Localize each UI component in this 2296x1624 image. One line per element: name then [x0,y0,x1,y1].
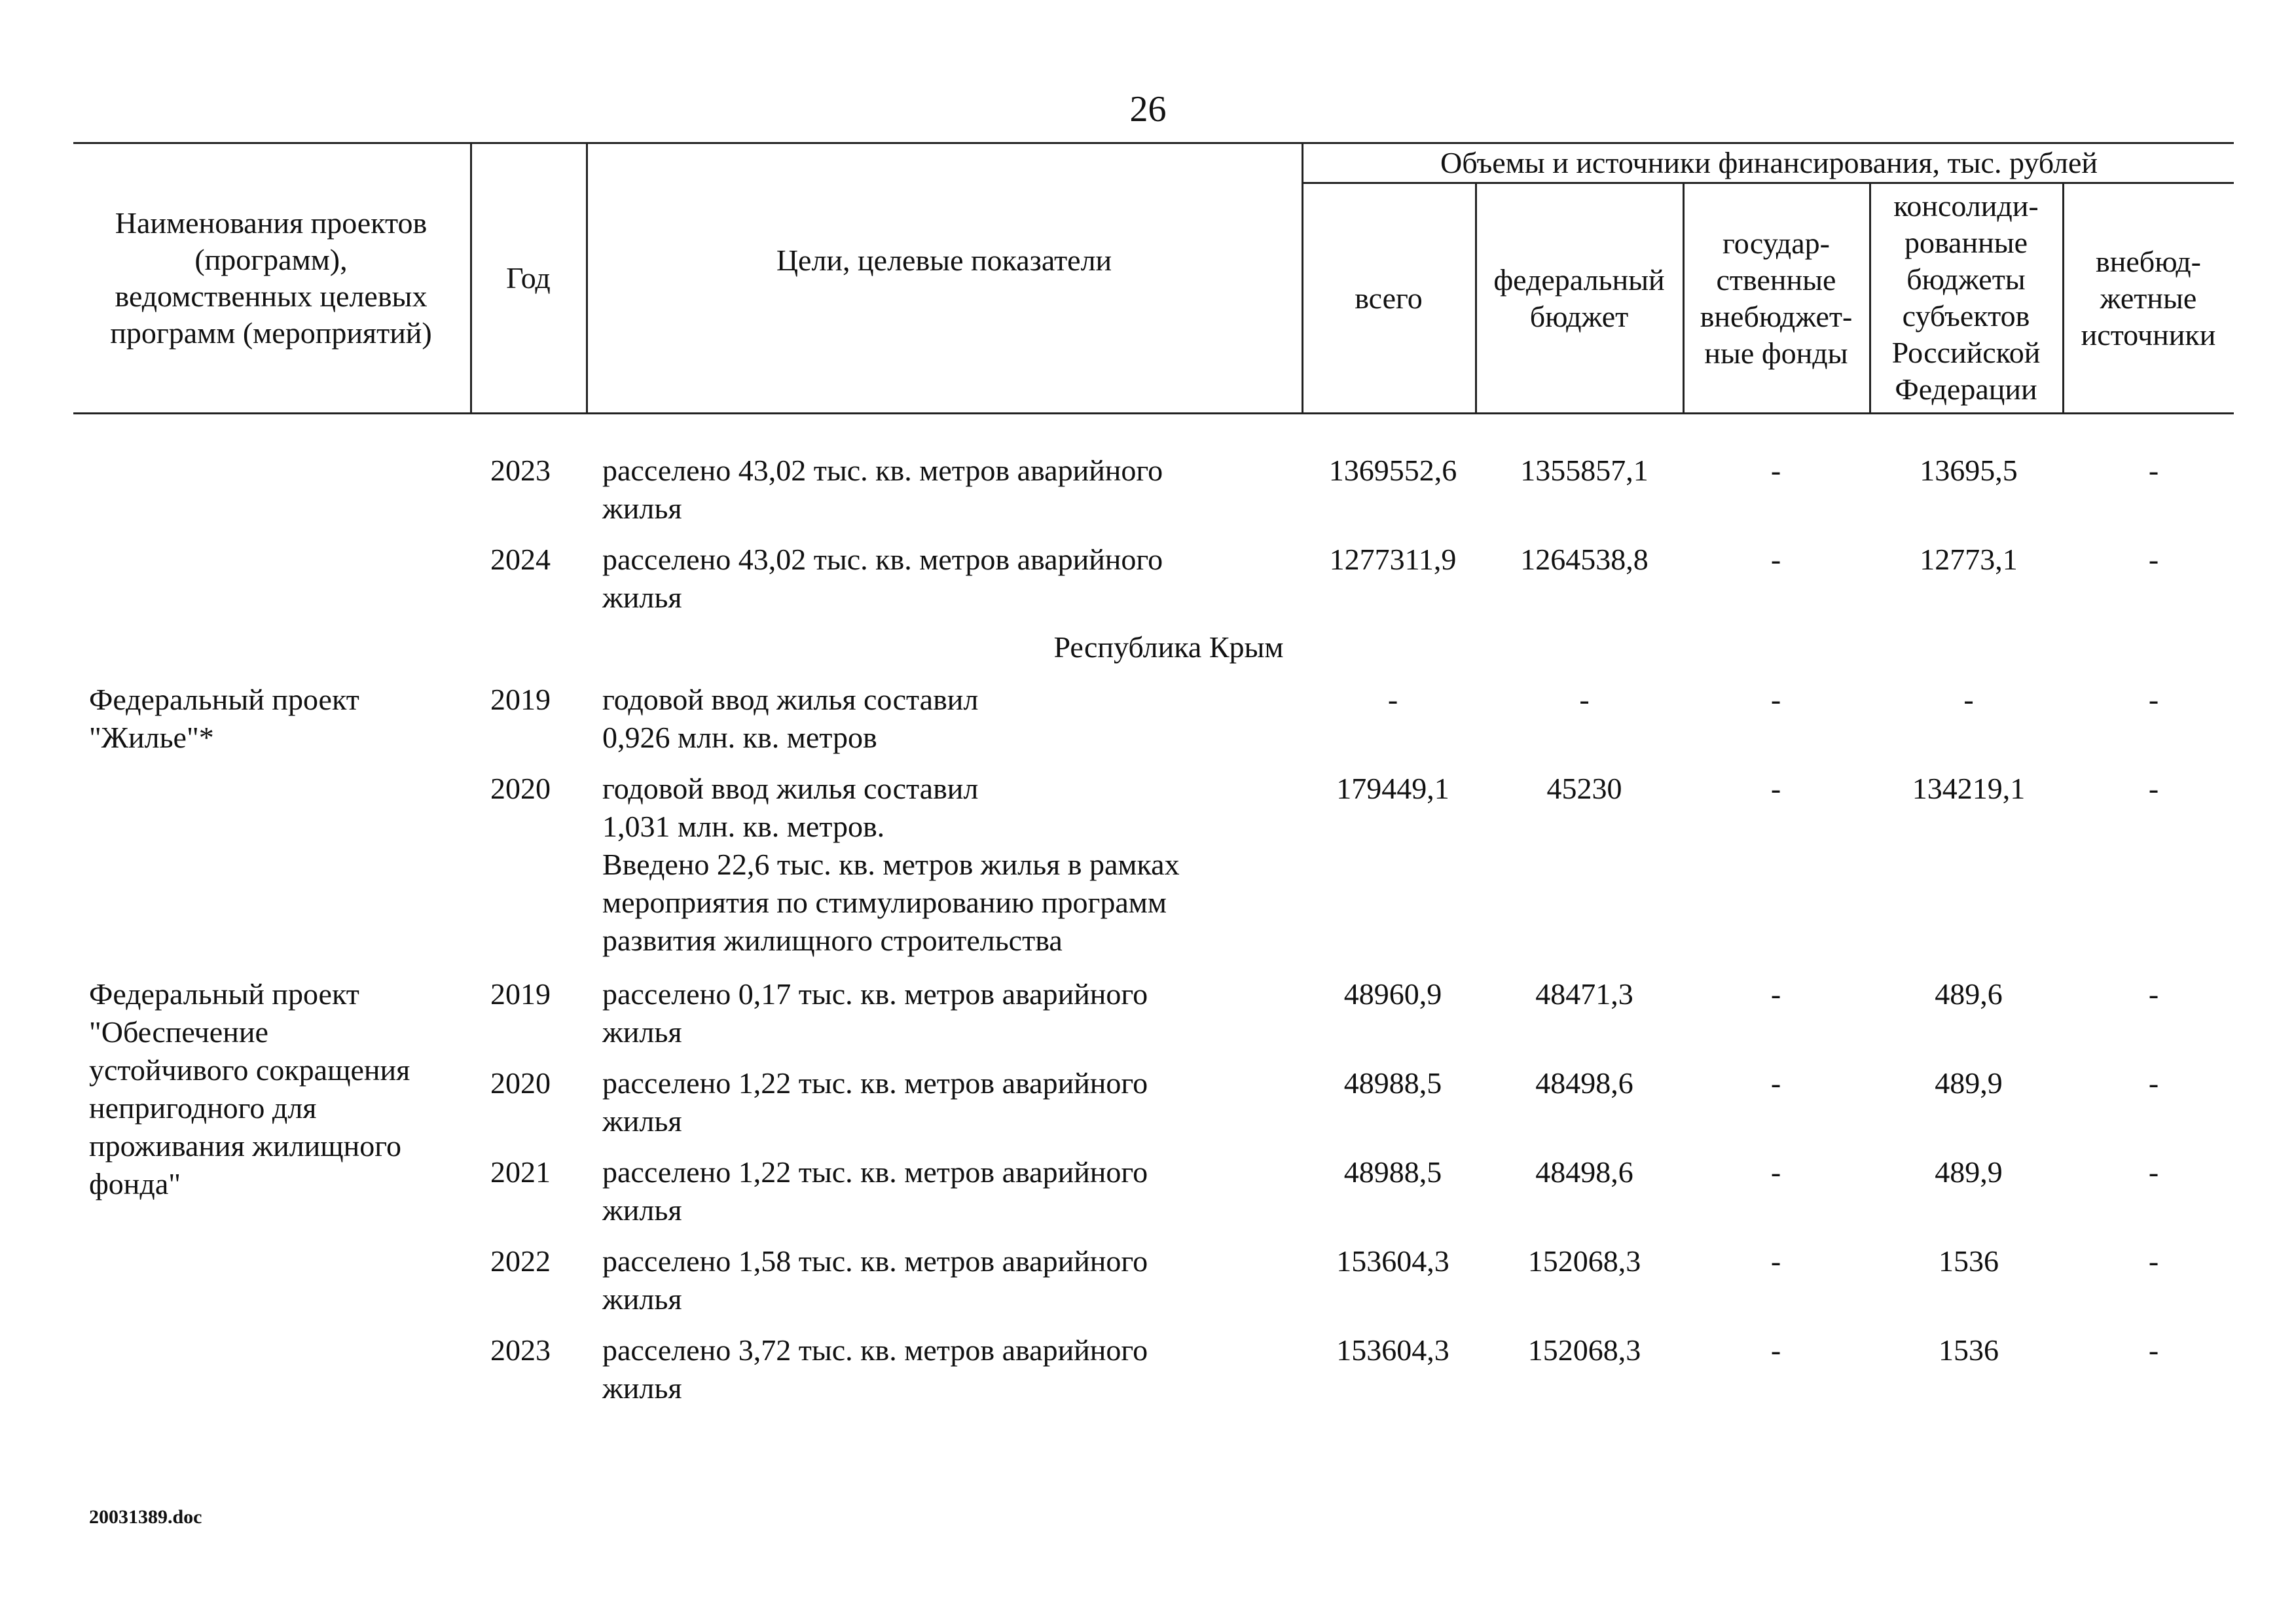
table-row-goal: расселено 1,58 тыс. кв. метров аварийного жилья [602,1244,1148,1316]
table-row-state-funds: - [1770,1244,1781,1278]
table-row-state-funds: - [1770,683,1781,716]
header-col-federal: федеральный бюджет [1493,262,1665,333]
table-row-consolidated: 1536 [1939,1244,1999,1278]
table-row-state-funds: - [1770,977,1781,1011]
table-row-offbudget: - [2148,1333,2159,1367]
table-row-consolidated: 489,9 [1935,1066,2003,1100]
table-row-goal: годовой ввод жилья составил 1,031 млн. кв. метров. Введено 22,6 тыс. кв. метров жилья в рамках мероприятия по стимулированию программ развития жилищного строительства [602,772,1180,957]
table-row-federal: 45230 [1546,772,1622,805]
table-row-federal: 152068,3 [1527,1244,1641,1278]
funding-group-divider [1302,182,2234,184]
table-row-total: 1369552,6 [1328,454,1457,487]
table-row-goal: расселено 43,02 тыс. кв. метров аварийного жилья [602,543,1163,614]
table-row-offbudget: - [2148,977,2159,1011]
table-row-consolidated: 489,6 [1935,977,2003,1011]
footer-filename: 20031389.doc [89,1506,202,1528]
table-row-offbudget: - [2148,1155,2159,1189]
header-col-names: Наименования проектов (программ), ведомственных целевых программ (мероприятий) [110,206,432,350]
table-row-consolidated: 12773,1 [1920,543,2018,576]
header-vline-3 [1302,143,1303,412]
table-row-year: 2020 [490,772,551,805]
table-row-total: 153604,3 [1336,1244,1449,1278]
table-row-federal: 1355857,1 [1520,454,1649,487]
table-row-federal: 48471,3 [1535,977,1633,1011]
table-row-state-funds: - [1770,1333,1781,1367]
header-vline-7 [2062,183,2064,412]
table-row-offbudget: - [2148,454,2159,487]
table-row-goal: расселено 0,17 тыс. кв. метров аварийного жилья [602,977,1148,1049]
table-row-total: 179449,1 [1336,772,1449,805]
table-row-goal: расселено 43,02 тыс. кв. метров аварийного жилья [602,454,1163,525]
header-funding-group: Объемы и источники финансирования, тыс. рублей [1440,146,2098,179]
header-vline-1 [470,143,472,412]
table-row-consolidated: 13695,5 [1920,454,2018,487]
header-col-goals: Цели, целевые показатели [776,244,1112,277]
header-col-total: всего [1355,281,1423,315]
table-row-consolidated: 134219,1 [1912,772,2026,805]
table-row-federal: 152068,3 [1527,1333,1641,1367]
table-header [0,0,2296,419]
table-row-federal: 48498,6 [1535,1066,1633,1100]
header-col-consolidated: консолиди- рованные бюджеты субъектов Российской Федерации [1891,189,2041,406]
table-row-offbudget: - [2148,543,2159,576]
table-row-goal: расселено 1,22 тыс. кв. метров аварийного жилья [602,1066,1148,1138]
header-col-year: Год [506,261,551,295]
table-row-year: 2022 [490,1244,551,1278]
table-row-project-name: Федеральный проект "Обеспечение устойчивого сокращения непригодного для проживания жилищного фонда" [89,977,410,1200]
table-row-federal: - [1579,683,1590,716]
table-row-year: 2019 [490,977,551,1011]
table-row-year: 2024 [490,543,551,576]
header-col-offbudget: внебюд- жетные источники [2081,244,2216,352]
table-row-year: 2020 [490,1066,551,1100]
header-vline-6 [1869,183,1871,412]
header-vline-5 [1683,183,1685,412]
table-row-consolidated: 489,9 [1935,1155,2003,1189]
table-row-project-name: Федеральный проект "Жилье"* [89,683,359,754]
table-row-state-funds: - [1770,454,1781,487]
table-row-year: 2019 [490,683,551,716]
header-bottom-border [73,412,2234,414]
header-col-state-funds: государ- ственные внебюджет- ные фонды [1700,226,1853,370]
table-row-year: 2023 [490,454,551,487]
table-row-state-funds: - [1770,1155,1781,1189]
table-row-total: - [1387,683,1398,716]
table-row-total: 48988,5 [1343,1066,1442,1100]
header-vline-4 [1475,183,1477,412]
table-row-offbudget: - [2148,1244,2159,1278]
table-row-total: 48960,9 [1343,977,1442,1011]
table-row-year: 2023 [490,1333,551,1367]
table-row-state-funds: - [1770,543,1781,576]
table-row-offbudget: - [2148,683,2159,716]
table-row-federal: 48498,6 [1535,1155,1633,1189]
table-row-federal: 1264538,8 [1520,543,1649,576]
table-row-state-funds: - [1770,1066,1781,1100]
table-row-goal: расселено 3,72 тыс. кв. метров аварийного жилья [602,1333,1148,1405]
table-row-state-funds: - [1770,772,1781,805]
table-row-consolidated: - [1963,683,1974,716]
table-row-year: 2021 [490,1155,551,1189]
table-row-goal: расселено 1,22 тыс. кв. метров аварийного жилья [602,1155,1148,1227]
table-row-total: 153604,3 [1336,1333,1449,1367]
table-row-offbudget: - [2148,772,2159,805]
table-row-offbudget: - [2148,1066,2159,1100]
table-row-total: 1277311,9 [1329,543,1457,576]
table-row-consolidated: 1536 [1939,1333,1999,1367]
table-row-goal: годовой ввод жилья составил 0,926 млн. кв. метров [602,683,979,754]
table-row-total: 48988,5 [1343,1155,1442,1189]
region-heading: Республика Крым [1053,630,1284,664]
page-number: 26 [1129,89,1167,130]
header-vline-2 [586,143,588,412]
